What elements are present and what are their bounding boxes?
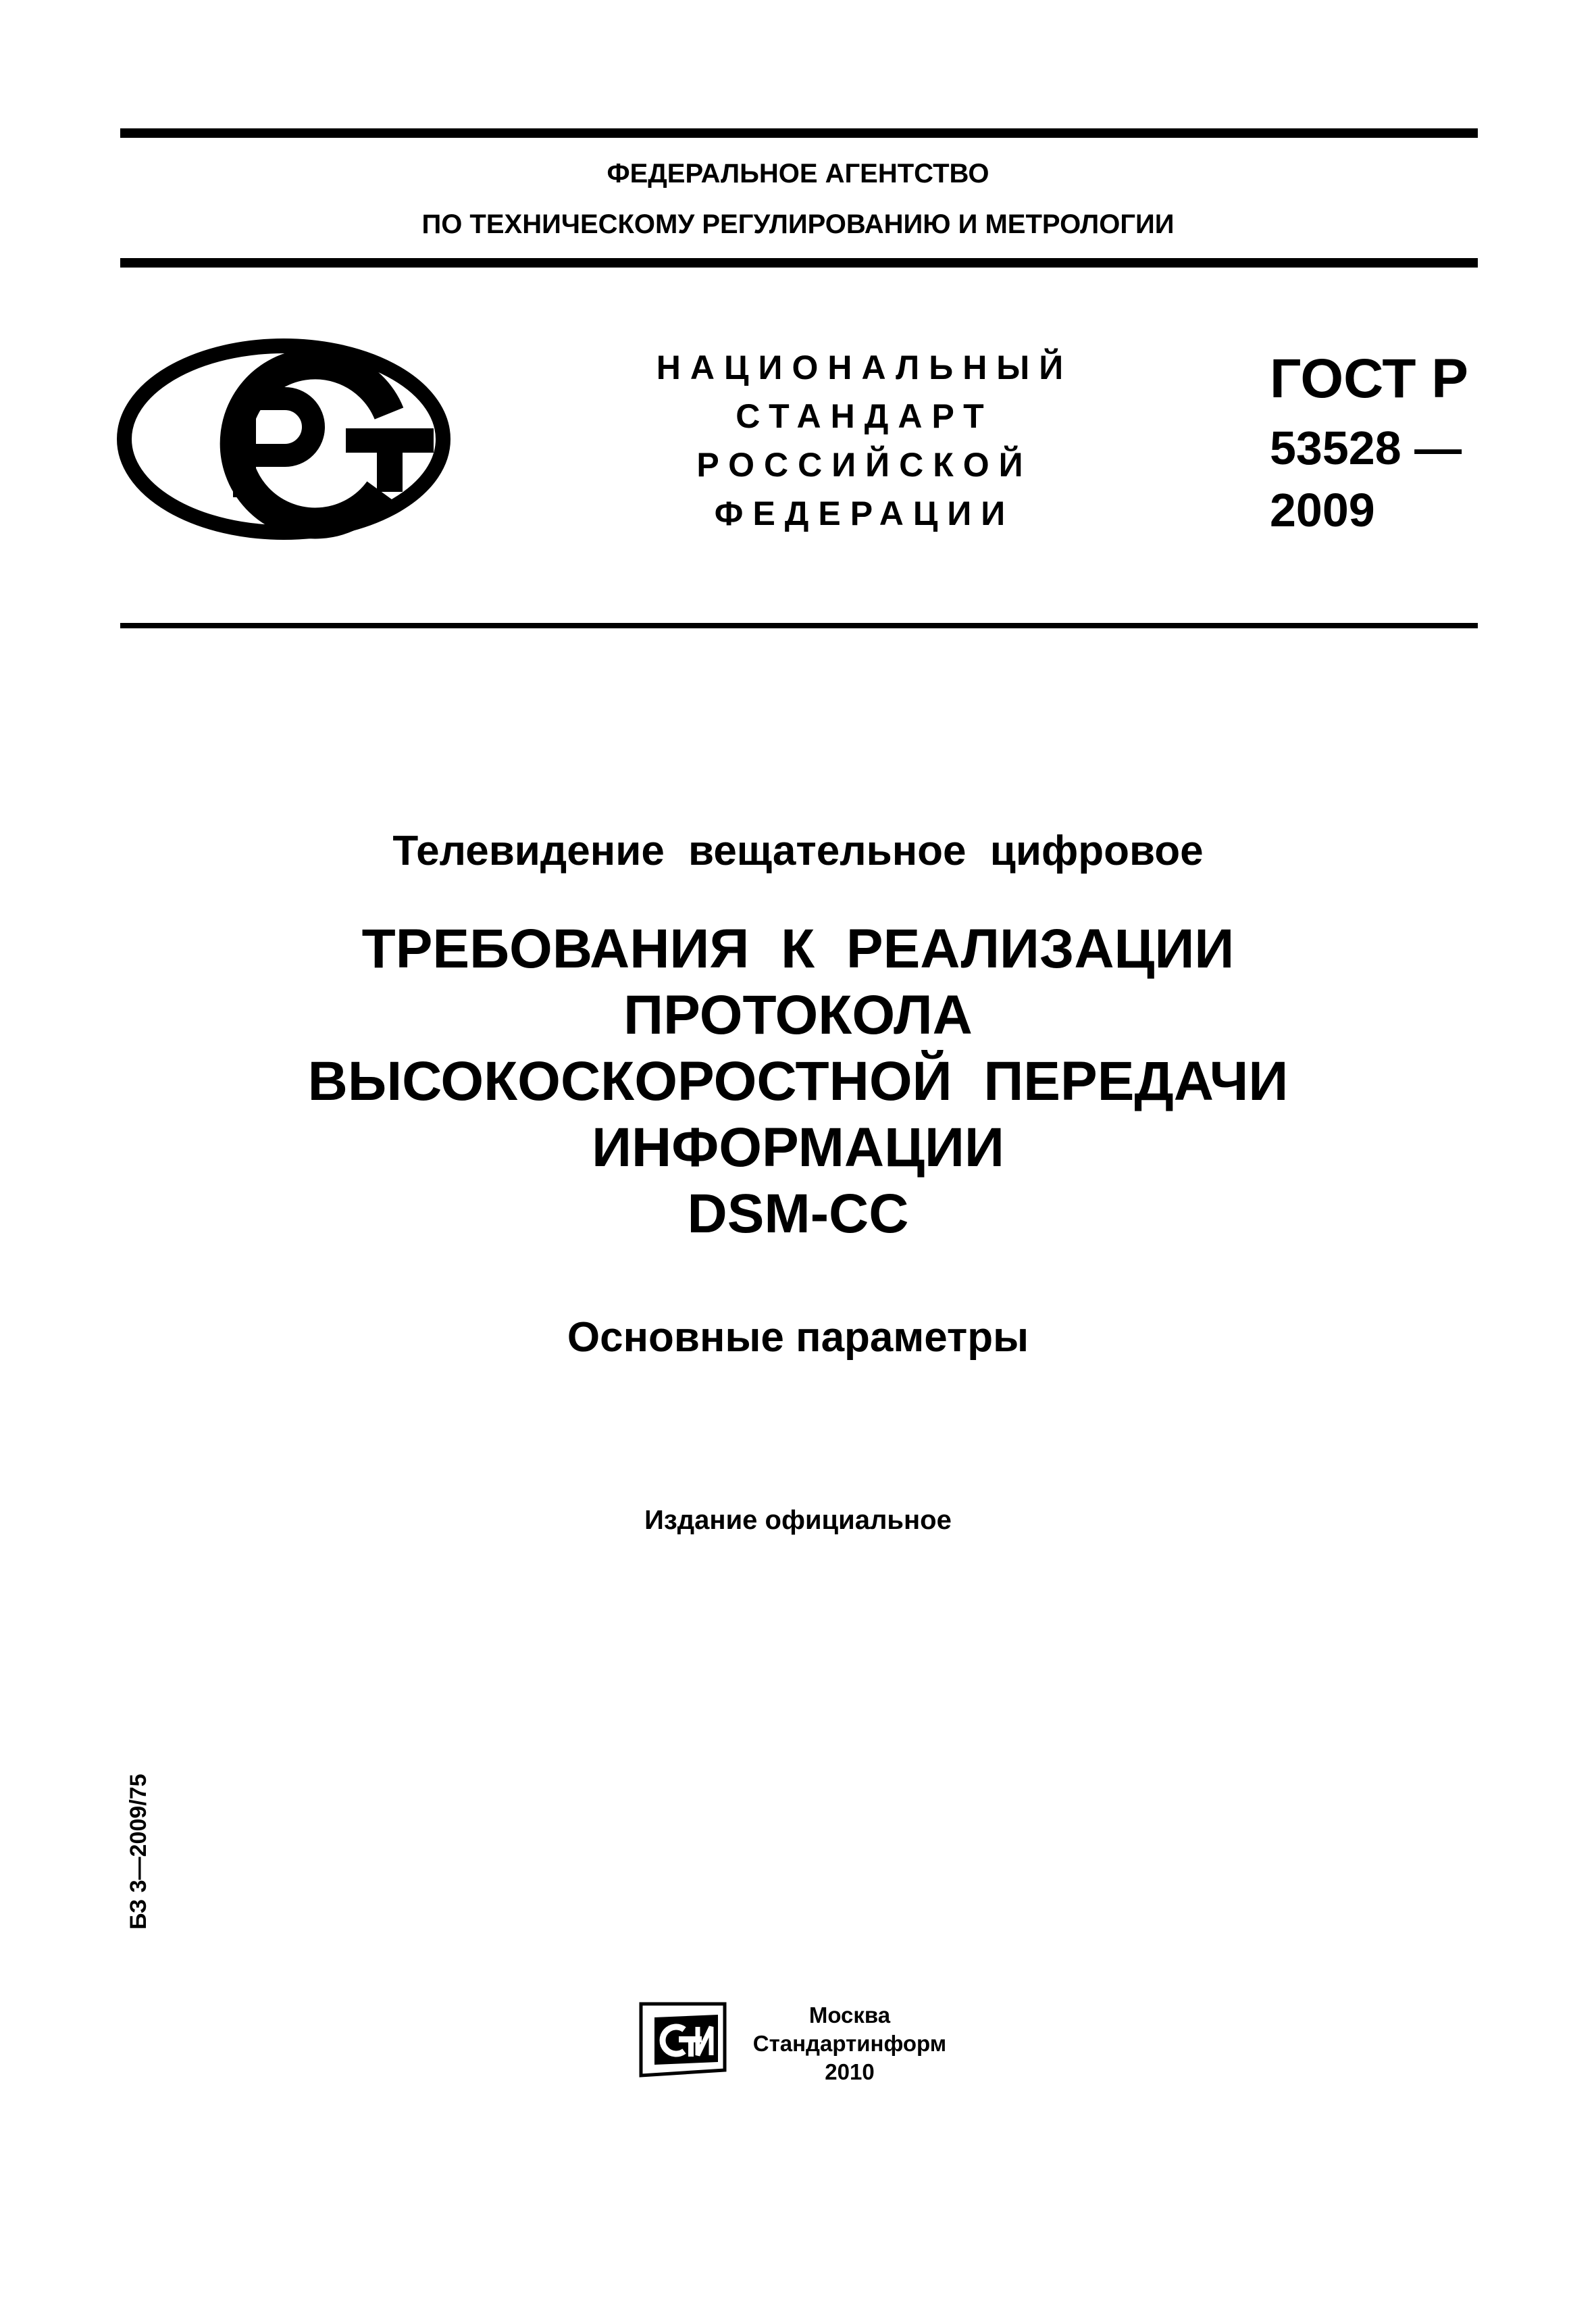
title-line-1: ТРЕБОВАНИЯ К РЕАЛИЗАЦИИ [361, 918, 1235, 980]
national-standard-label [608, 343, 1121, 538]
document-subject: Телевидение вещательное цифровое [392, 828, 1204, 874]
national-line-2: СТАНДАРТ [736, 397, 994, 435]
title-line-5: DSM-CC [687, 1183, 909, 1244]
publisher-info [748, 2001, 951, 2086]
rst-emblem-icon [116, 338, 451, 540]
national-line-4: ФЕДЕРАЦИИ [714, 495, 1015, 532]
title-line-3: ВЫСОКОСКОРОСТНОЙ ПЕРЕДАЧИ [307, 1051, 1289, 1112]
title-line-2: ПРОТОКОЛА [623, 984, 973, 1046]
stin-logo-icon [632, 2000, 733, 2080]
top-rule [120, 128, 1478, 138]
publisher-year: 2010 [825, 2059, 875, 2084]
standard-bottom-rule [120, 623, 1478, 628]
document-subtitle: Основные параметры [567, 1314, 1029, 1361]
gost-year: 2009 [1270, 484, 1375, 536]
agency-line-1: ФЕДЕРАЛЬНОЕ АГЕНТСТВО [607, 159, 989, 188]
header-bottom-rule [120, 258, 1478, 268]
edition-note: Издание официальное [644, 1505, 952, 1535]
side-code: БЗ 3—2009/75 [126, 1774, 151, 1930]
national-line-1: НАЦИОНАЛЬНЫЙ [656, 349, 1073, 386]
gost-label: ГОСТ Р [1270, 348, 1468, 409]
national-line-3: РОССИЙСКОЙ [696, 446, 1033, 484]
publisher-name: Стандартинформ [752, 2031, 947, 2056]
gost-number: 53528 — [1270, 422, 1462, 474]
title-line-4: ИНФОРМАЦИИ [592, 1117, 1004, 1178]
publisher-city: Москва [808, 2003, 891, 2028]
document-title [0, 916, 1596, 1247]
agency-line-2: ПО ТЕХНИЧЕСКОМУ РЕГУЛИРОВАНИЮ И МЕТРОЛОГИИ [421, 209, 1175, 239]
